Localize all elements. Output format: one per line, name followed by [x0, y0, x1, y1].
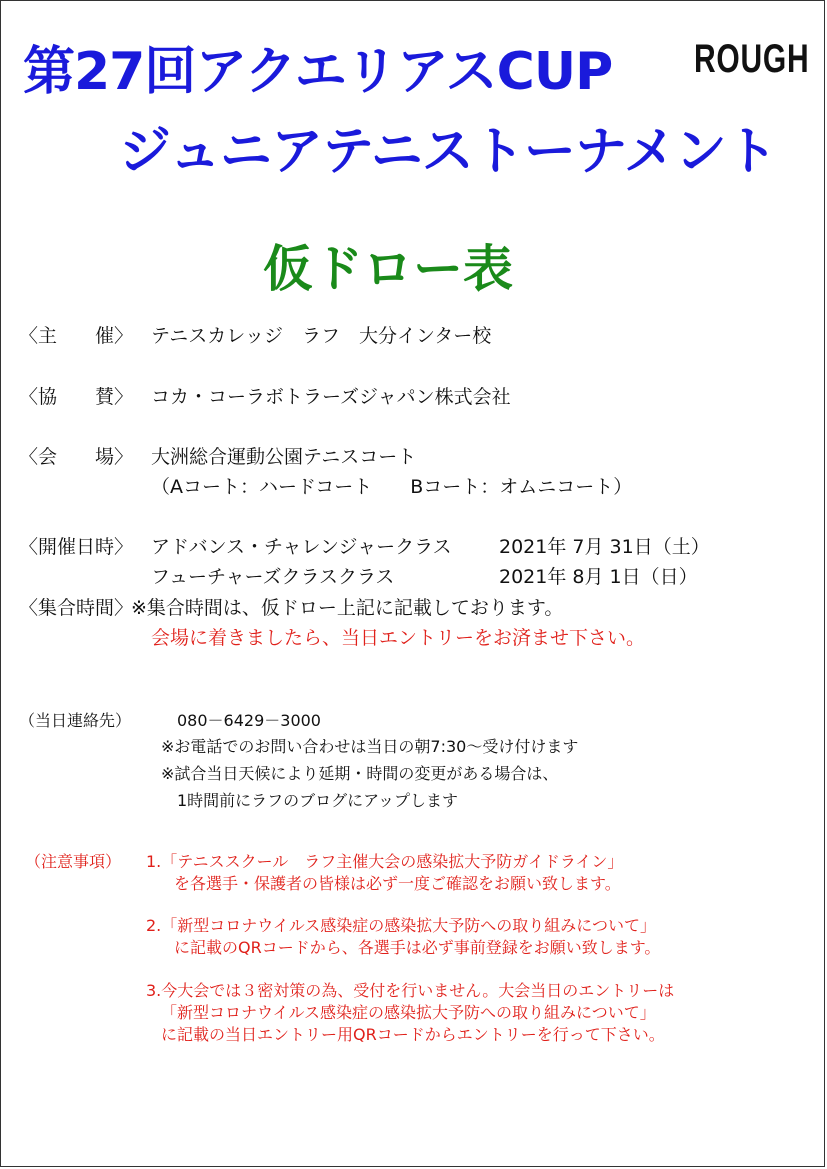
- sponsor-value: コカ・コーラボトラーズジャパン株式会社: [151, 386, 511, 408]
- assembly-note: 会場に着きましたら、当日エントリーをお済ませ下さい。: [151, 627, 646, 649]
- date2-class: フューチャーズクラスクラス: [151, 566, 395, 588]
- page-subtitle: 仮ドロー表: [263, 240, 513, 298]
- title-line-1: 第27回アクエリアスCUP: [23, 42, 613, 102]
- contact-phone: 080－6429－3000: [177, 711, 321, 730]
- contact-note-1: ※お電話でのお問い合わせは当日の朝7:30～受け付けます: [161, 737, 579, 756]
- venue-courts: （Aコート：ハードコート Bコート：オムニコート）: [151, 476, 633, 498]
- notice-3-line-1: 3.今大会では３密対策の為、受付を行いません。大会当日のエントリーは: [146, 981, 675, 1000]
- notice-1-line-1: 1.「テニススクール ラフ主催大会の感染拡大予防ガイドライン」: [146, 852, 624, 871]
- venue-value: 大洲総合運動公園テニスコート: [151, 446, 417, 468]
- notice-2-line-1: 2.「新型コロナウイルス感染症の感染拡大予防への取り組みについて」: [146, 916, 656, 935]
- rough-logo: ROUGH: [694, 37, 810, 81]
- notice-3-line-3: に記載の当日エントリー用QRコードからエントリーを行って下さい。: [161, 1025, 665, 1044]
- notices-label: （注意事項）: [25, 852, 122, 871]
- contact-label: （当日連絡先）: [19, 711, 132, 730]
- organizer-label: 〈主 催〉: [19, 325, 134, 347]
- contact-note-3: 1時間前にラフのブログにアップします: [177, 791, 459, 810]
- venue-label: 〈会 場〉: [19, 446, 134, 468]
- date2-date: 2021年 8月 1日（日）: [499, 566, 698, 588]
- sponsor-label: 〈協 賛〉: [19, 386, 134, 408]
- assembly-value: ※集合時間は、仮ドロー上記に記載しております。: [131, 597, 564, 619]
- notice-1-line-2: を各選手・保護者の皆様は必ず一度ご確認をお願い致します。: [174, 874, 621, 893]
- date1-class: アドバンス・チャレンジャークラス: [151, 536, 452, 558]
- dates-label: 〈開催日時〉: [19, 536, 134, 558]
- title-line-2: ジュニアテニストーナメント: [119, 122, 777, 182]
- notice-3-line-2: 「新型コロナウイルス感染症の感染拡大予防への取り組みについて」: [161, 1003, 656, 1022]
- assembly-label: 〈集合時間〉: [19, 597, 134, 619]
- notice-2-line-2: に記載のQRコードから、各選手は必ず事前登録をお願い致します。: [174, 938, 661, 957]
- contact-note-2: ※試合当日天候により延期・時間の変更がある場合は、: [161, 764, 559, 783]
- date1-date: 2021年 7月 31日（土）: [499, 536, 710, 558]
- organizer-value: テニスカレッジ ラフ 大分インター校: [151, 325, 492, 347]
